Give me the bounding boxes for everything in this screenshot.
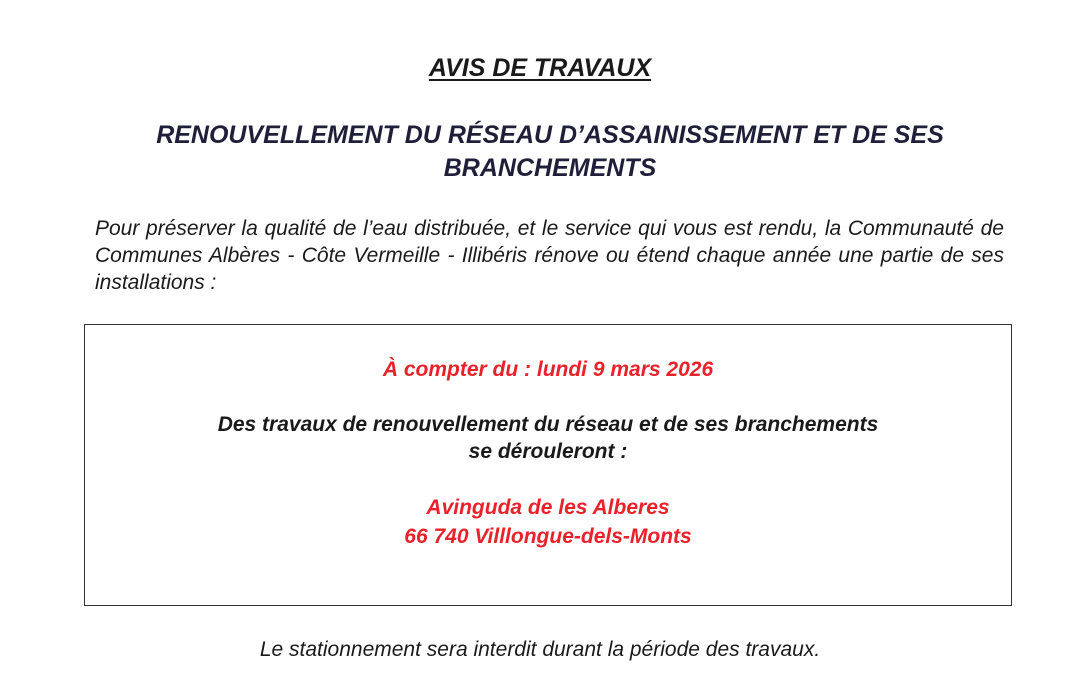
- intro-paragraph: Pour préserver la qualité de l’eau distribuée, et le service qui vous est rendu, la Communauté de Communes Albères - Côte Vermeille - Illibéris rénove ou étend chaque année une partie de ses installations :: [95, 217, 1004, 294]
- start-date: À compter du : lundi 9 mars 2026: [382, 358, 714, 381]
- notice-subtitle: RENOUVELLEMENT DU RÉSEAU D’ASSAINISSEMENT ET DE SES BRANCHEMENTS: [156, 121, 944, 182]
- works-info-box: [84, 324, 1012, 606]
- address-street: Avinguda de les Alberes: [426, 496, 670, 519]
- works-description-line-1: Des travaux de renouvellement du réseau et de ses branchements: [217, 413, 879, 436]
- parking-notice: Le stationnement sera interdit durant la période des travaux.: [259, 638, 821, 661]
- address-city: 66 740 Villlongue-dels-Monts: [404, 525, 692, 548]
- works-description-line-2: se dérouleront :: [468, 440, 628, 463]
- notice-title: AVIS DE TRAVAUX: [428, 54, 652, 82]
